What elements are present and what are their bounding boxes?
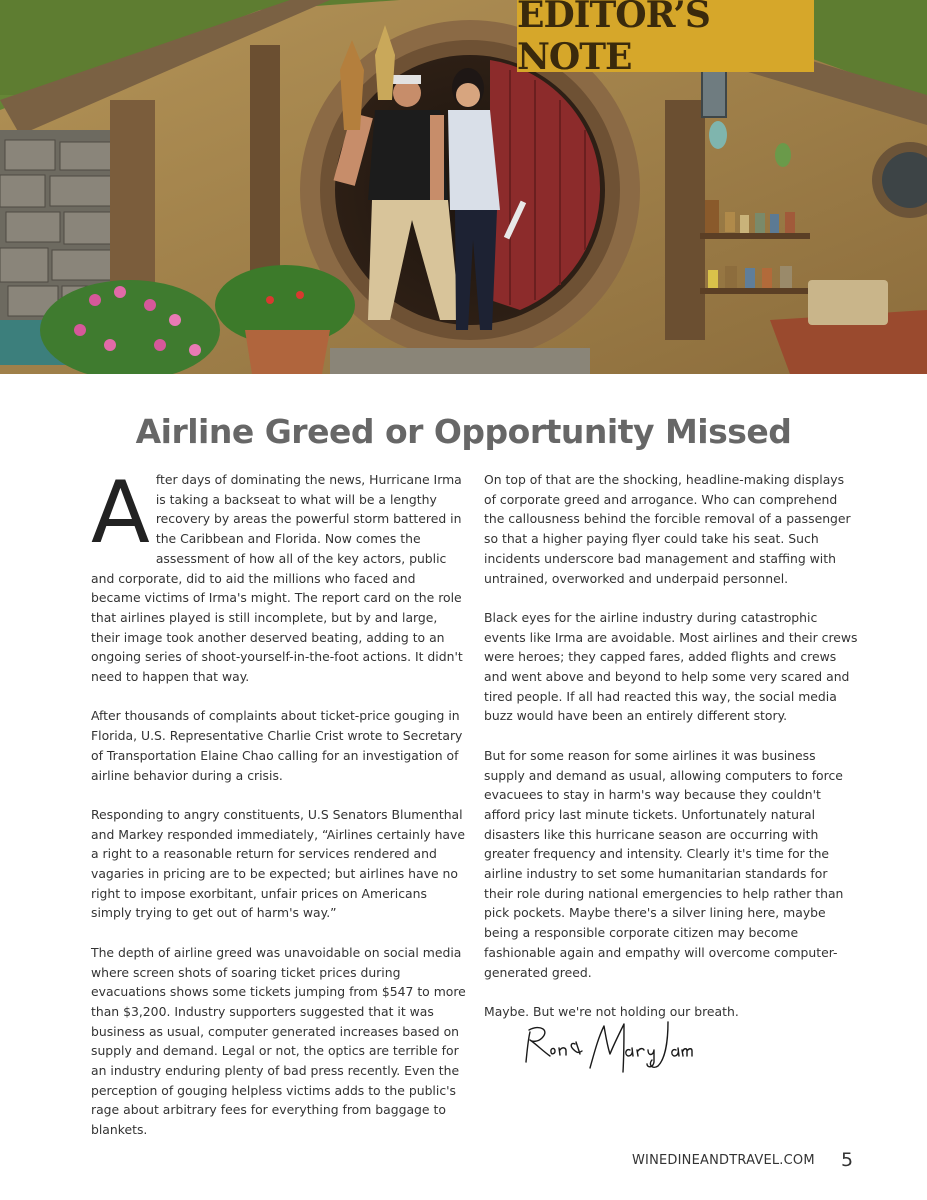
right-column	[484, 470, 859, 1041]
article-headline: Airline Greed or Opportunity Missed	[135, 412, 792, 451]
left-column	[91, 463, 466, 1160]
drop-cap: A	[91, 463, 150, 563]
footer-website: WINEDINEANDTRAVEL.COM	[632, 1153, 815, 1168]
signature-image	[520, 1018, 695, 1083]
paragraph-6: Black eyes for the airline industry during catastrophic events like Irma are avoidable. Most airlines and their crews were heroes; they capped fares, added flights and crews and went above and beyond to help some very scared and tired people. If all had reacted this way, the social media buzz would have been an entirely different story.	[484, 609, 858, 724]
section-label: EDITOR’S NOTE	[517, 0, 710, 78]
paragraph-3: Responding to angry constituents, U.S Senators Blumenthal and Markey responded immediately, “Airlines certainly have a right to a reasonable return for services rendered and vagaries in pricing are to be expected; but airlines have no right to impose exorbitant, unfair prices on Americans simply trying to get out of harm's way.”	[91, 806, 465, 921]
paragraph-1-text: fter days of dominating the news, Hurricane Irma is taking a backseat to what will be a lengthy recovery by areas the powerful storm battered in the Caribbean and Florida. Now comes the assessment of how all of the key actors, public and corporate, did to aid the millions who faced and became victims of Irma's might. The report card on the role that airlines played is still incomplete, but by and large, their image took another deserved beating, adding to an ongoing series of shoot-yourself-in-the-foot actions. It didn't need to happen that way.	[91, 472, 463, 685]
page-number: 5	[841, 1149, 854, 1171]
paragraph-4: The depth of airline greed was unavoidable on social media where screen shots of soaring ticket prices during evacuations shows some tickets jumping from $547 to more than $3,200. Industry supporters suggested that it was business as usual, computer generated increases based on supply and demand. Legal or not, the optics are terrible for an industry enduring plenty of bad press recently. Even the perception of gouging helpless victims adds to the public's rage about arbitrary fees for everything from baggage to blankets.	[91, 944, 466, 1138]
paragraph-2: After thousands of complaints about ticket-price gouging in Florida, U.S. Representative Charlie Crist wrote to Secretary of Transportation Elaine Chao calling for an investigation of airline behavior during a crisis.	[91, 708, 463, 783]
paragraph-5: On top of that are the shocking, headline-making displays of corporate greed and arrogance. Who can comprehend the callousness behind the forcible removal of a passenger so that a higher paying flyer could take his seat. Such incidents underscore bad management and staffing with untrained, overworked and underpaid personnel.	[484, 472, 851, 586]
paragraph-7: But for some reason for some airlines it was business supply and demand as usual, allowing computers to force evacuees to stay in harm's way because they couldn't afford pricy last minute tickets. Unfortunately natural disasters like this hurricane season are occurring with greater frequency and intensity. Clearly it's time for the airline industry to set some humanitarian standards for their role during national emergencies to help rather than pick pockets. Maybe there's a silver lining here, maybe being a responsible corporate citizen may become fashionable again and empathy will overcome computer-generated greed.	[484, 747, 844, 980]
paragraph-1	[91, 463, 466, 687]
paragraph-8: Maybe. But we're not holding our breath.	[484, 1003, 739, 1019]
section-badge	[517, 0, 814, 78]
handwritten-signature	[520, 1018, 695, 1078]
